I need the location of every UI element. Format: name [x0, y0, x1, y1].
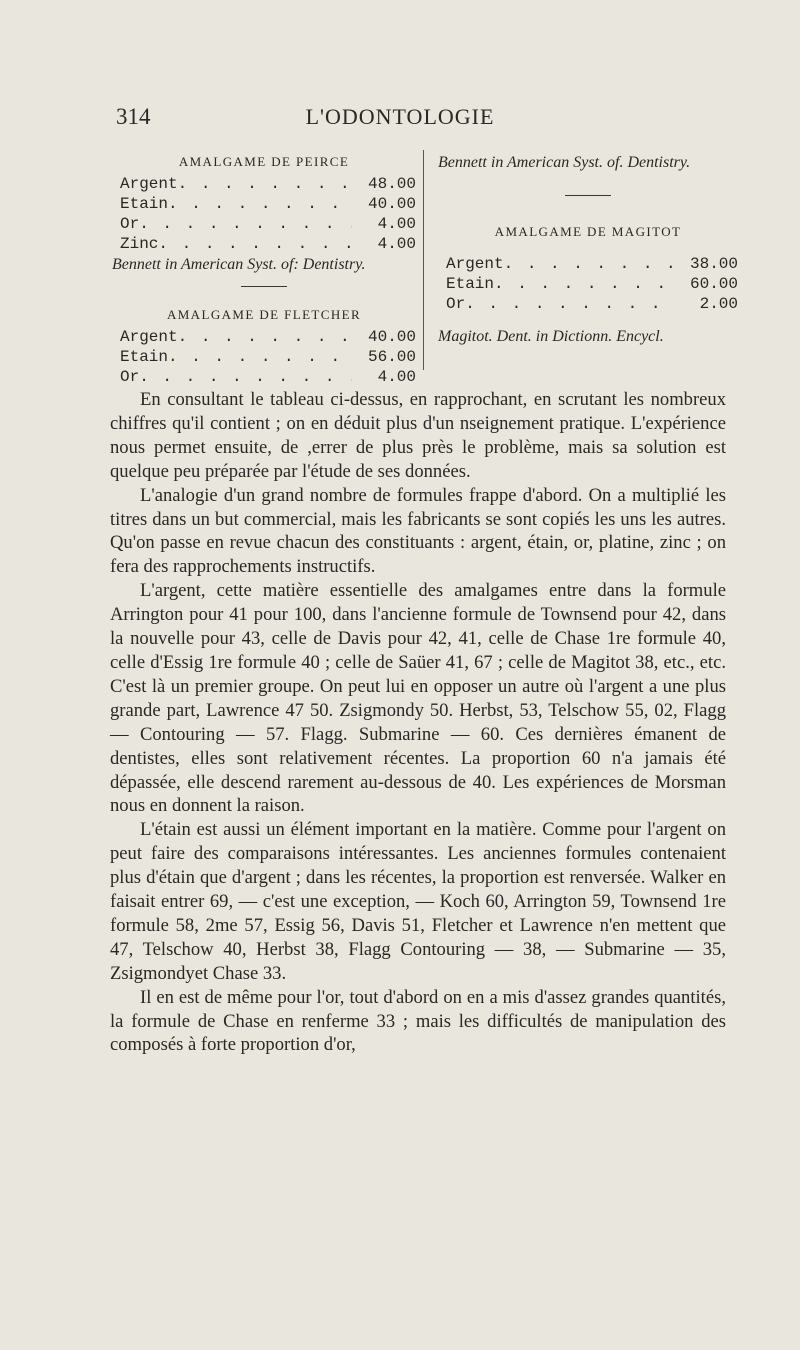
paragraph: L'étain est aussi un élément important en la matière. Comme pour l'argent on peut faire des comparaisons intéressantes. Les anciennes formules contenaient plus d'étain que d'argent ; dans les récentes, la proportion est renversée. Walker en faisait entrer 69, — c'est une exception, — Koch 60, Arrington 59, Townsend 1re formule 58, 2me 57, Essig 56, Davis 51, Fletcher et Lawrence n'en mettent que 47, Telschow 40, Herbst 38, Flagg Contouring — 38, — Submarine — 35, Zsigmondyet Chase 33. — [110, 819, 726, 984]
row-label: Argent — [120, 328, 178, 346]
magitot-source: Magitot. Dent. in Dictionn. Encycl. — [438, 328, 664, 345]
leader-dots — [178, 327, 352, 347]
fletcher-table-title: AMALGAME DE FLETCHER — [166, 307, 362, 322]
row-value: 4.00 — [377, 368, 416, 386]
magitot-row — [438, 294, 738, 314]
peirce-source: Bennett in American Syst. of: Dentistry. — [112, 256, 366, 273]
paragraph: Il en est de même pour l'or, tout d'abord on en a mis d'assez grandes quantités, la formule de Chase en renferme 33 ; mais les difficultés de manipulation des composés à forte proportion d'or, — [110, 986, 726, 1056]
peirce-table-title: AMALGAME DE PEIRCE — [178, 154, 350, 169]
fletcher-source: Bennett in American Syst. of. Dentistry. — [438, 154, 691, 171]
leader-dots — [158, 234, 352, 254]
fletcher-row — [112, 327, 416, 347]
paragraph: L'argent, cette matière essentielle des amalgames entre dans la formule Arrington pour 41 pour 100, dans l'ancienne formule de Townsend pour 42, dans la nouvelle pour 43, celle de Davis pour 42, 41, celle de Chase 1re formule 40, celle d'Essig 1re formule 40 ; celle de Saüer 41, 67 ; celle de Magitot 38, etc., etc. C'est là un premier groupe. On peut lui en opposer un autre où l'argent a une plus grande part, Lawrence 47 50. Zsigmondy 50. Herbst, 53, Telschow 55, 02, Flagg — Contouring — 57. Flagg. Submarine — 60. Ces dernières émanent de dentistes, elles sont relativement récentes. La proportion 60 n'a jamais été dépassée, elle descend rarement au-dessous de 40. Les expériences de Morsman nous en donnent la raison. — [110, 580, 726, 817]
peirce-row — [112, 234, 416, 254]
row-value: 40.00 — [367, 195, 416, 213]
leader-dots — [504, 254, 674, 274]
row-value: 4.00 — [377, 215, 416, 233]
row-label: Or — [446, 295, 466, 313]
row-value: 48.00 — [367, 175, 416, 193]
peirce-row — [112, 174, 416, 194]
row-value: 60.00 — [689, 275, 738, 293]
peirce-row — [112, 194, 416, 214]
row-value: 2.00 — [699, 295, 738, 313]
row-label: Argent — [120, 175, 178, 193]
leader-dots — [139, 367, 352, 387]
column-divider — [423, 150, 424, 370]
page-number: 314 — [116, 104, 151, 129]
separator-rule — [565, 195, 611, 196]
leader-dots — [178, 174, 352, 194]
row-value: 40.00 — [367, 328, 416, 346]
leader-dots — [168, 347, 352, 367]
paragraph: L'analogie d'un grand nombre de formules frappe d'abord. On a multiplié les titres dans un but commercial, mais les fabricants se sont copiés les uns les autres. Qu'on passe en revue chacun des constituants : argent, étain, or, platine, zinc ; on fera des rapprochements instructifs. — [110, 484, 726, 578]
leader-dots — [168, 194, 352, 214]
leader-dots — [465, 294, 674, 314]
leader-dots — [139, 214, 352, 234]
row-label: Argent — [446, 255, 504, 273]
peirce-row — [112, 214, 416, 234]
leader-dots — [494, 274, 674, 294]
magitot-table-title: AMALGAME DE MAGITOT — [494, 224, 682, 239]
row-label: Or — [120, 215, 140, 233]
row-value: 56.00 — [367, 348, 416, 366]
magitot-row — [438, 254, 738, 274]
left-column — [112, 154, 416, 387]
body-text — [110, 388, 726, 1057]
right-column — [438, 154, 738, 345]
magitot-row — [438, 274, 738, 294]
paragraph: En consultant le tableau ci-dessus, en rapprochant, en scrutant les nombreux chiffres qu'il contient ; on en déduit plus d'un nseignement pratique. L'expérience nous permet ensuite, de ,errer de plus près le problème, mais sa solution est quelque peu préparée par l'étude de ses données. — [110, 389, 726, 482]
row-label: Etain — [120, 195, 169, 213]
row-label: Etain — [120, 348, 169, 366]
running-title: L'ODONTOLOGIE — [305, 104, 495, 129]
fletcher-row — [112, 367, 416, 387]
fletcher-row — [112, 347, 416, 367]
row-label: Etain — [446, 275, 495, 293]
row-value: 4.00 — [377, 235, 416, 253]
separator-rule — [241, 286, 287, 287]
row-label: Zinc — [120, 235, 159, 253]
row-label: Or — [120, 368, 140, 386]
row-value: 38.00 — [689, 255, 738, 273]
